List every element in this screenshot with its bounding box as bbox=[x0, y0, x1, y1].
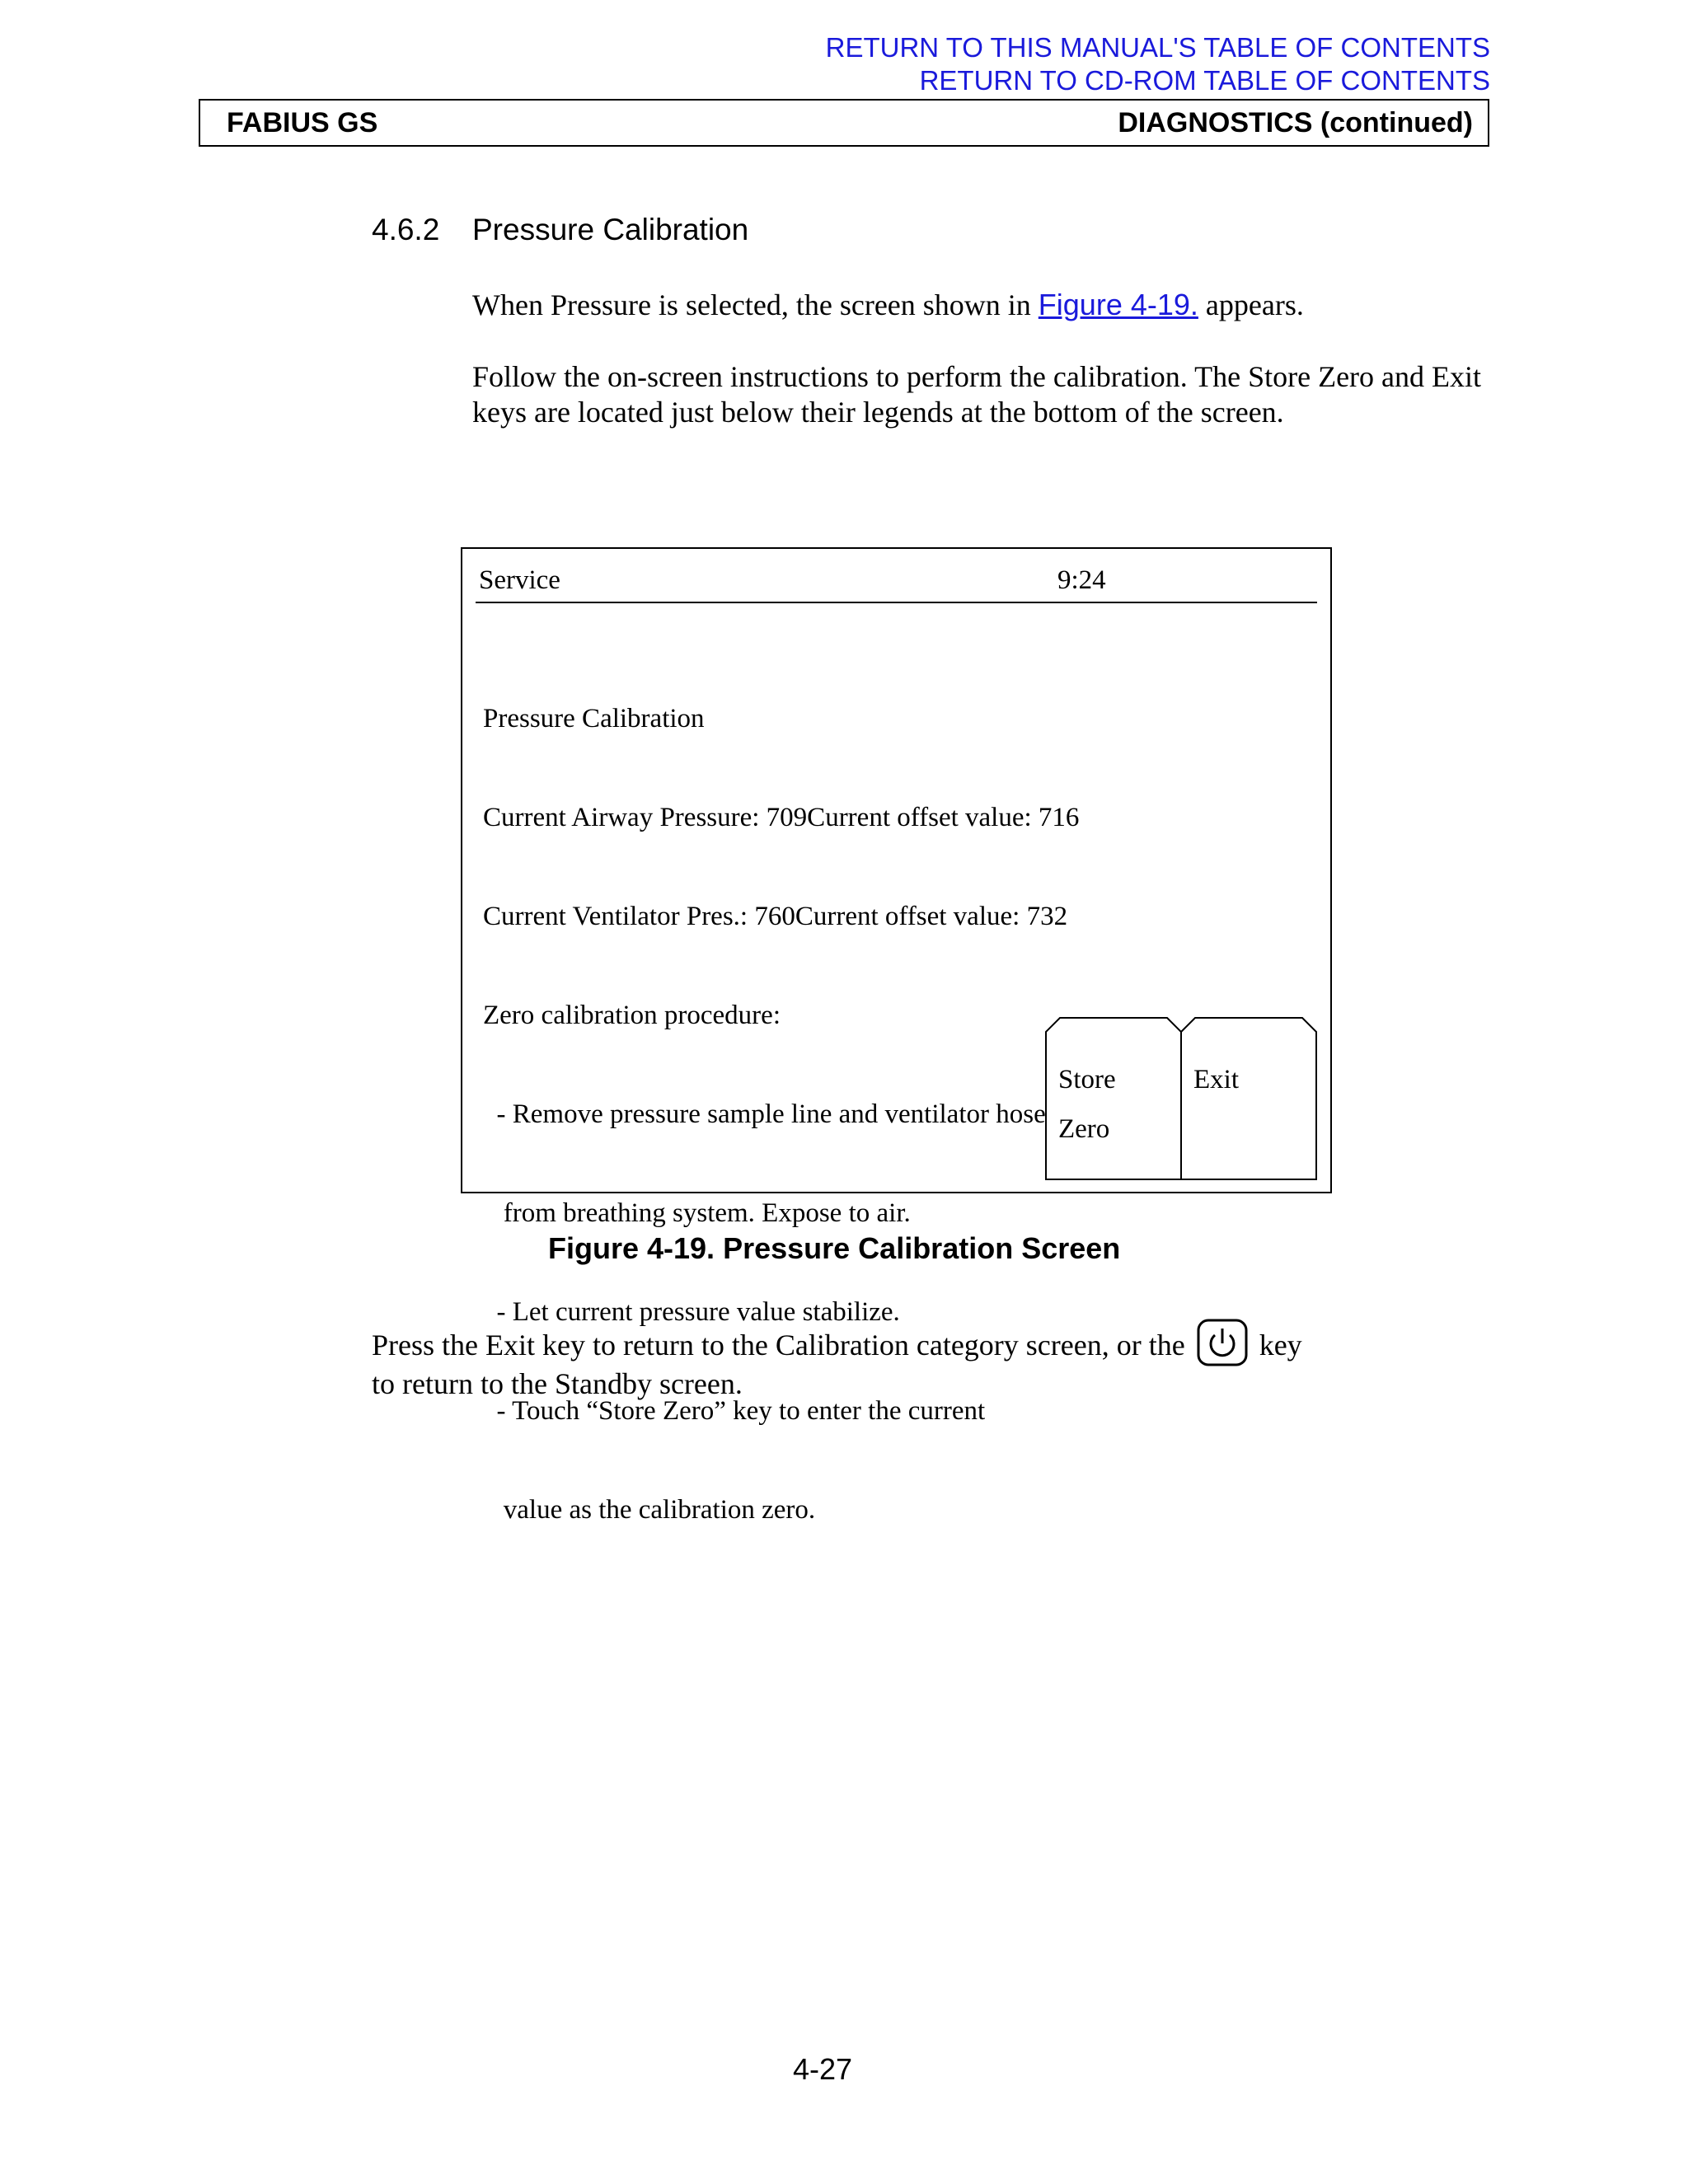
screen-line: from breathing system. Expose to air. bbox=[483, 1198, 911, 1228]
section-heading bbox=[372, 213, 748, 247]
closing-line-1 bbox=[372, 1319, 1493, 1366]
screen-line: - Let current pressure value stabilize. bbox=[483, 1297, 900, 1327]
manual-toc-link[interactable]: RETURN TO THIS MANUAL'S TABLE OF CONTENTS bbox=[825, 32, 1490, 63]
screen-time: 9:24 bbox=[1057, 565, 1106, 595]
exit-label-text: Exit bbox=[1193, 1065, 1239, 1094]
paragraph-intro-before: When Pressure is selected, the screen shown in bbox=[472, 288, 1039, 321]
exit-softkey[interactable] bbox=[1180, 1017, 1317, 1180]
paragraph-instructions: Follow the on-screen instructions to perform the calibration. The Store Zero and Exit keys are located just below their legends at the bottom of the screen. bbox=[472, 360, 1482, 429]
screen-line: - Touch “Store Zero” key to enter the current bbox=[483, 1396, 986, 1426]
paragraph-intro-after: appears. bbox=[1198, 288, 1304, 321]
closing-line-1-before: Press the Exit key to return to the Calibration category screen, or the bbox=[372, 1329, 1185, 1361]
section-number: 4.6.2 bbox=[372, 213, 440, 246]
closing-line-2: to return to the Standby screen. bbox=[372, 1367, 743, 1400]
screen-line: value as the calibration zero. bbox=[483, 1495, 816, 1525]
page-header bbox=[199, 99, 1489, 147]
figure-link[interactable]: Figure 4-19. bbox=[1038, 288, 1198, 321]
page-number: 4-27 bbox=[793, 2052, 853, 2086]
paragraph-intro bbox=[472, 287, 1494, 323]
header-chapter: DIAGNOSTICS (continued) bbox=[1118, 107, 1473, 138]
closing-line-1-after: key bbox=[1259, 1329, 1302, 1361]
screen-line: Zero calibration procedure: bbox=[483, 1001, 781, 1030]
nav-links bbox=[826, 31, 1490, 97]
screen-line: Pressure Calibration bbox=[483, 704, 705, 733]
screen-title: Service bbox=[479, 565, 560, 595]
store-label-line1: Store bbox=[1058, 1065, 1116, 1094]
figure-caption: Figure 4-19. Pressure Calibration Screen bbox=[548, 1231, 1121, 1265]
cdrom-toc-link[interactable]: RETURN TO CD-ROM TABLE OF CONTENTS bbox=[919, 65, 1490, 96]
store-label-line2: Zero bbox=[1058, 1114, 1110, 1144]
screen-line: Current Airway Pressure: 709Current offset value: 716 bbox=[483, 803, 1080, 832]
screen-line: - Remove pressure sample line and ventilator hose bbox=[483, 1099, 1046, 1129]
store-zero-label bbox=[1058, 1055, 1116, 1154]
exit-label bbox=[1193, 1055, 1239, 1104]
screen-line: Current Ventilator Pres.: 760Current offset value: 732 bbox=[483, 902, 1068, 931]
screen-divider bbox=[476, 602, 1317, 603]
header-product: FABIUS GS bbox=[227, 107, 378, 138]
screen-text bbox=[483, 636, 1079, 1592]
paragraph-closing bbox=[372, 1319, 1493, 1402]
section-title: Pressure Calibration bbox=[472, 213, 749, 246]
power-key-icon bbox=[1197, 1319, 1248, 1366]
store-zero-softkey[interactable] bbox=[1045, 1017, 1182, 1180]
